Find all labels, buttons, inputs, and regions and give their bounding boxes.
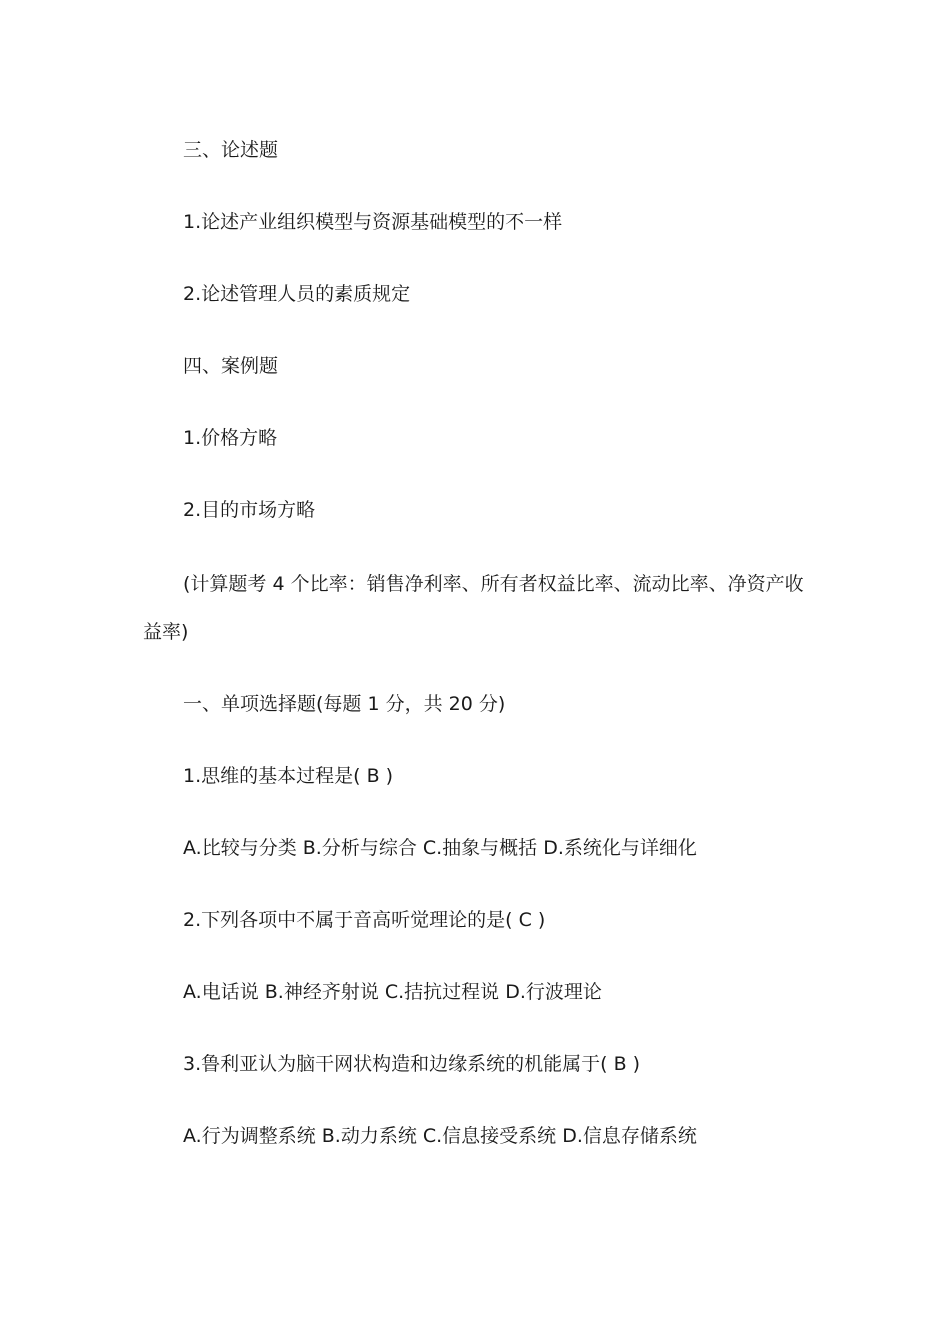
- calc-note-line-1: (计算题考 4 个比率：销售净利率、所有者权益比率、流动比率、净资产收: [183, 573, 804, 595]
- section-heading-essay: 三、论述题: [183, 139, 279, 161]
- essay-question-2: 2.论述管理人员的素质规定: [183, 283, 411, 305]
- section-heading-case: 四、案例题: [183, 355, 279, 377]
- case-question-2: 2.目的市场方略: [183, 499, 316, 521]
- choice-options-3: A.行为调整系统 B.动力系统 C.信息接受系统 D.信息存储系统: [183, 1125, 697, 1147]
- choice-options-2: A.电话说 B.神经齐射说 C.拮抗过程说 D.行波理论: [183, 981, 602, 1003]
- case-question-1: 1.价格方略: [183, 427, 278, 449]
- choice-question-1: 1.思维的基本过程是( B ): [183, 765, 394, 787]
- choice-question-2: 2.下列各项中不属于音高听觉理论的是( C ): [183, 909, 546, 931]
- essay-question-1: 1.论述产业组织模型与资源基础模型的不一样: [183, 211, 563, 233]
- calc-note-line-2: 益率): [143, 621, 189, 643]
- section-heading-single-choice: 一、单项选择题(每题 1 分，共 20 分): [183, 693, 506, 715]
- choice-options-1: A.比较与分类 B.分析与综合 C.抽象与概括 D.系统化与详细化: [183, 837, 697, 859]
- choice-question-3: 3.鲁利亚认为脑干网状构造和边缘系统的机能属于( B ): [183, 1053, 641, 1075]
